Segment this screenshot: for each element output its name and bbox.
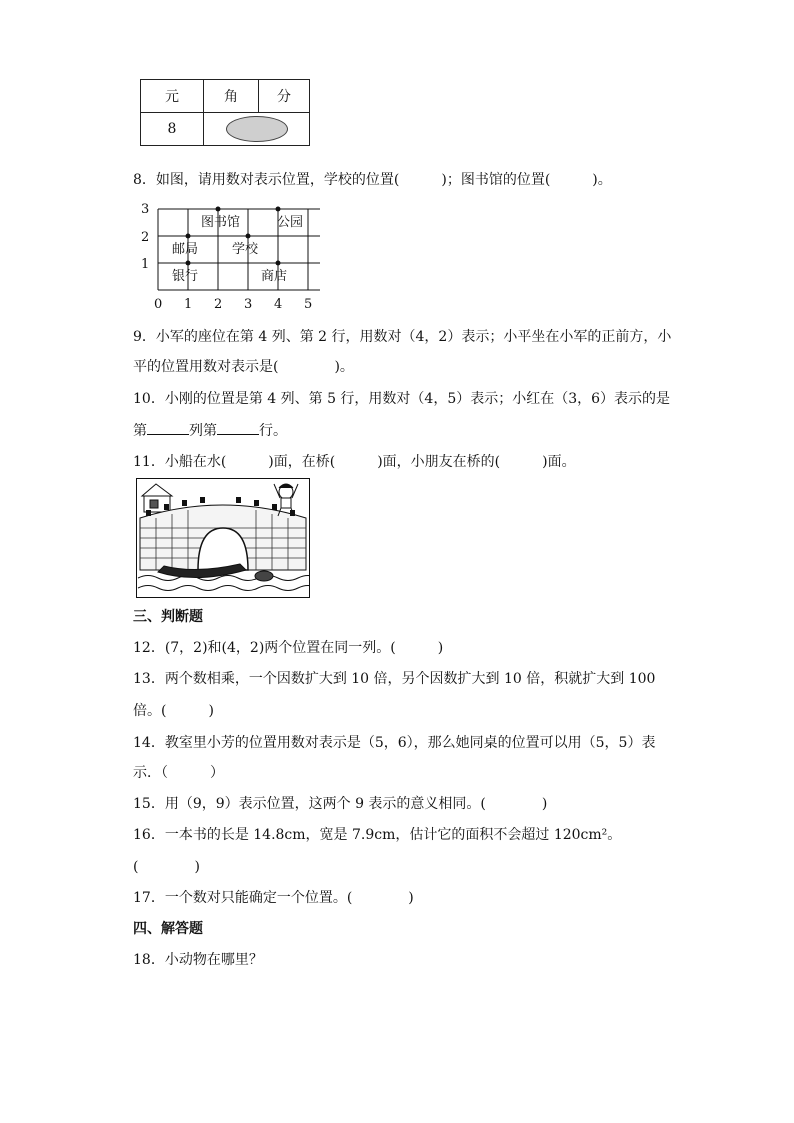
answer-blank-column[interactable]: [147, 420, 189, 435]
question-16-line1: 16．一本书的长是 14.8cm，宽是 7.9cm，估计它的面积不会超过 120cm²。: [133, 827, 622, 843]
place-post-office: 邮局: [172, 242, 199, 257]
place-school: 学校: [232, 242, 259, 257]
question-18: 18．小动物在哪里？: [133, 952, 263, 968]
q10-middle: 列第: [189, 423, 217, 439]
question-14-line2: 示．（ ）: [133, 765, 224, 781]
question-16-line2: ( ): [133, 859, 200, 875]
section-4-title: 四、解答题: [133, 921, 203, 937]
x-tick-5: 5: [304, 297, 313, 312]
x-tick-0: 0: [154, 297, 163, 312]
bridge-illustration: [136, 478, 310, 598]
table-header-jiao: 角: [204, 80, 259, 113]
table-header-yuan: 元: [141, 80, 204, 113]
table-cell-value: 8: [141, 113, 204, 146]
turtle-icon: [255, 571, 273, 581]
question-17: 17．一个数对只能确定一个位置。( ): [133, 890, 414, 906]
post-office-point: [186, 234, 191, 239]
q10-prefix: 第: [133, 423, 147, 439]
question-10-line2: [133, 420, 287, 441]
table-cell-oval: [204, 113, 310, 146]
x-tick-4: 4: [274, 297, 283, 312]
q10-suffix: 行。: [259, 423, 287, 439]
question-15: 15．用（9，9）表示位置，这两个 9 表示的意义相同。( ): [133, 796, 548, 812]
x-tick-3: 3: [244, 297, 253, 312]
park-point: [276, 207, 281, 212]
section-3-title: 三、判断题: [133, 609, 203, 625]
question-13-line1: 13．两个数相乘，一个因数扩大到 10 倍，另个因数扩大到 10 倍，积就扩大到 100: [133, 671, 656, 687]
x-tick-1: 1: [184, 297, 193, 312]
y-tick-1: 1: [141, 257, 150, 272]
shop-point: [276, 261, 281, 266]
answer-blank-row[interactable]: [217, 420, 259, 435]
position-grid: [138, 198, 328, 314]
place-park: 公园: [277, 215, 304, 230]
place-shop: 商店: [261, 269, 288, 284]
question-9-line1: 9．小军的座位在第 4 列、第 2 行，用数对（4，2）表示；小平坐在小军的正前方，小: [133, 329, 672, 345]
question-8: 8．如图，请用数对表示位置，学校的位置( )；图书馆的位置( )。: [133, 172, 612, 188]
table-header-fen: 分: [259, 80, 310, 113]
x-tick-2: 2: [214, 297, 223, 312]
money-table: [140, 79, 310, 146]
place-library: 图书馆: [201, 215, 241, 230]
y-tick-3: 3: [141, 202, 150, 217]
bank-point: [186, 261, 191, 266]
question-10-line1: 10．小刚的位置是第 4 列、第 5 行，用数对（4，5）表示；小红在（3，6）表示的是: [133, 391, 671, 407]
question-14-line1: 14．教室里小芳的位置用数对表示是（5，6），那么她同桌的位置可以用（5，5）表: [133, 735, 656, 751]
question-12: 12．(7，2)和(4，2)两个位置在同一列。( ): [133, 640, 444, 656]
school-point: [246, 234, 251, 239]
y-tick-2: 2: [141, 230, 150, 245]
shaded-oval-icon: [226, 116, 288, 142]
place-bank: 银行: [172, 269, 199, 284]
library-point: [216, 207, 221, 212]
question-13-line2: 倍。( ): [133, 703, 214, 719]
question-9-line2: 平的位置用数对表示是( )。: [133, 359, 354, 375]
question-11: 11．小船在水( )面，在桥( )面，小朋友在桥的( )面。: [133, 454, 576, 470]
